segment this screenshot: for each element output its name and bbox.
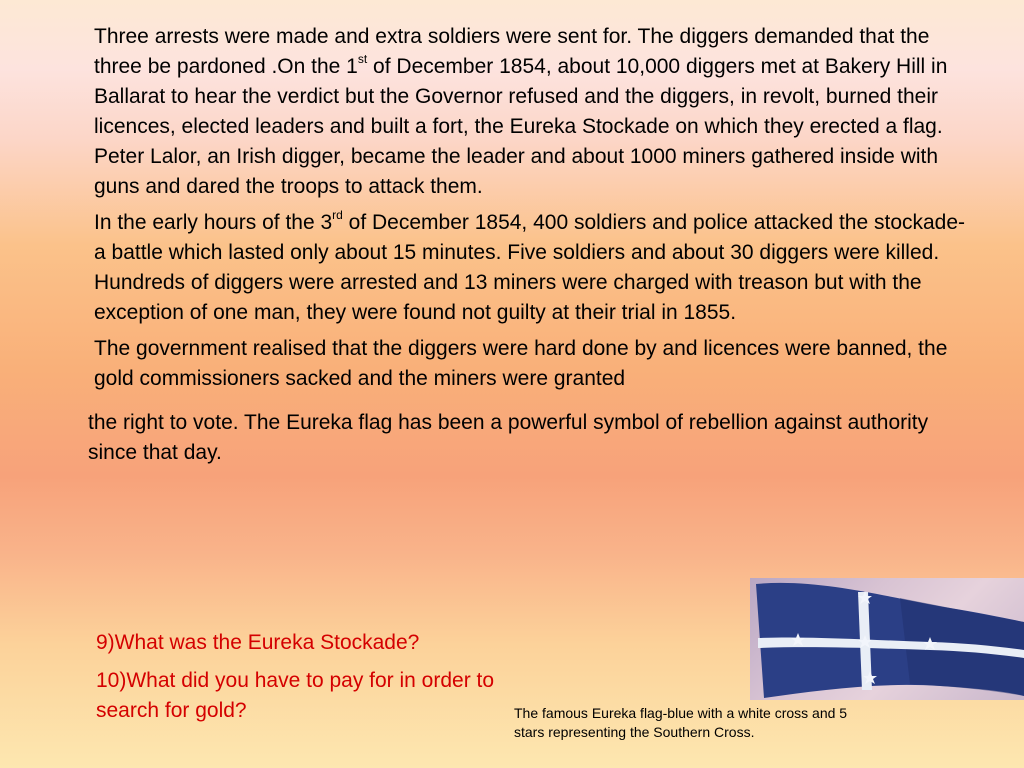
flag-caption: The famous Eureka flag-blue with a white cross and 5 stars representing the Southern Cross. xyxy=(514,705,848,740)
questions xyxy=(96,628,516,734)
paragraph-battle-part2: of December 1854, 400 soldiers and police attacked the stockade-a battle which lasted only about 15 minutes. Five soldiers and about 30 diggers were killed. Hundreds of diggers were arrested and 13 miners were charged with treason but with the exception of one man, they were found not guilty at their trial in 1855. xyxy=(94,211,966,324)
superscript-st: st xyxy=(357,52,368,66)
paragraph-battle-part1: In the early hours of the 3 xyxy=(94,211,333,234)
superscript-rd: rd xyxy=(332,208,343,222)
eureka-flag-graphic xyxy=(750,578,1024,700)
paragraph-battle xyxy=(88,208,968,328)
paragraph-arrests-part2: of December 1854, about 10,000 diggers met at Bakery Hill in Ballarat to hear the verdict but the Governor refused and the diggers, in revolt, burned their licences, elected leaders and built a fort, the Eureka Stockade on which they erected a flag. Peter Lalor, an Irish digger, became the leader and about 1000 miners gathered inside with guns and dared the troops to attack them. xyxy=(94,55,948,198)
paragraph-government: The government realised that the diggers were hard done by and licences were banned, the gold commissioners sacked and the miners were granted xyxy=(94,337,948,390)
paragraph-arrests-part1: Three arrests were made and extra soldiers were sent for. The diggers demanded that the three be pardoned .On the 1 xyxy=(94,25,930,78)
body-text xyxy=(88,22,968,468)
paragraph-right-to-vote: the right to vote. The Eureka flag has been a powerful symbol of rebellion against authority since that day. xyxy=(88,411,929,464)
question-9: 9)What was the Eureka Stockade? xyxy=(96,631,420,654)
eureka-flag-image xyxy=(750,578,1024,700)
question-10: 10)What did you have to pay for in order to search for gold? xyxy=(96,669,495,722)
paragraph-arrests xyxy=(88,22,968,202)
